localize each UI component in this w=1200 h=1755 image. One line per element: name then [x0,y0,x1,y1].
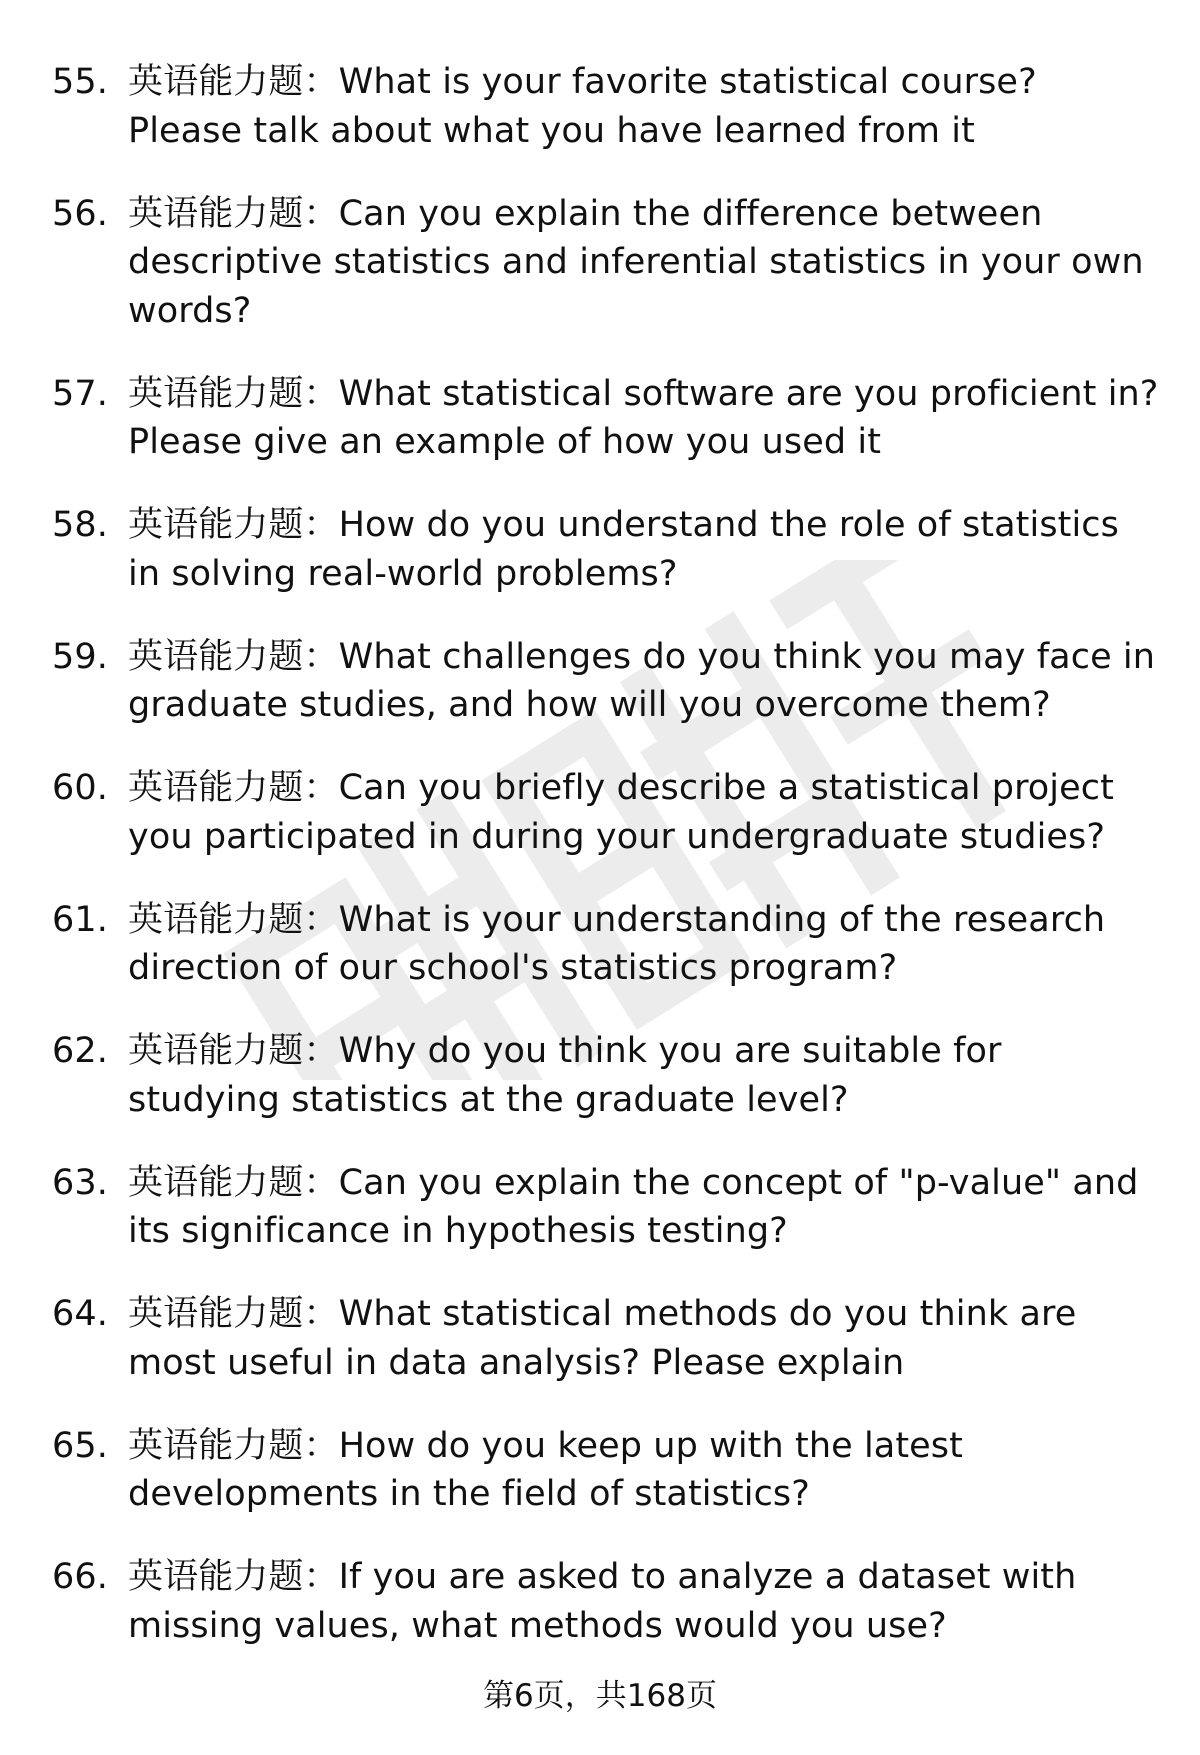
question-number: 62. [52,1031,108,1071]
question-number: 63. [52,1162,108,1203]
question-item [0,1290,1200,1387]
question-label: 英语能力题： [128,1294,339,1334]
question-label: 英语能力题： [128,193,339,234]
question-text: How do you keep up with the latest developments in the field of statistics? [128,1425,963,1514]
question-text: Can you explain the concept of "p-value" and its significance in hypothesis testing? [128,1162,1139,1251]
question-item [0,190,1200,336]
question-number: 61. [52,899,108,940]
question-label: 英语能力题： [128,1425,339,1466]
question-item [0,1027,1200,1124]
question-number: 66. [52,1557,108,1597]
question-item [0,764,1200,861]
question-number: 55. [52,62,108,102]
question-text: How do you understand the role of statistics in solving real-world problems? [128,505,1119,594]
question-text: What challenges do you think you may face in graduate studies, and how will you overcome them? [128,636,1156,725]
question-item [0,633,1200,730]
question-number: 64. [52,1294,108,1334]
question-label: 英语能力题： [128,373,339,414]
question-text: Can you briefly describe a statistical project you participated in during your undergraduate studies? [128,768,1114,857]
page-footer [0,1676,1200,1716]
question-text: What is your understanding of the research direction of our school's statistics program? [128,899,1106,988]
question-number: 56. [52,193,108,234]
question-text: Can you explain the difference between descriptive statistics and inferential statistics in your own words? [128,193,1144,331]
question-label: 英语能力题： [128,505,339,545]
question-list [0,58,1200,1685]
question-item [0,1159,1200,1256]
question-text: If you are asked to analyze a dataset with missing values, what methods would you use? [128,1557,1077,1646]
question-label: 英语能力题： [128,768,339,808]
question-text: Why do you think you are suitable for studying statistics at the graduate level? [128,1031,1002,1120]
question-text: What is your favorite statistical course? Please talk about what you have learned from it [128,62,1037,151]
question-item [0,370,1200,467]
page-number-label: 第6页，共168页 [483,1678,717,1714]
question-item [0,501,1200,598]
question-number: 59. [52,636,108,677]
question-number: 58. [52,505,108,545]
question-label: 英语能力题： [128,636,339,677]
question-label: 英语能力题： [128,1031,339,1071]
question-item [0,58,1200,155]
question-text: What statistical methods do you think are most useful in data analysis? Please explain [128,1294,1077,1383]
question-item [0,1422,1200,1519]
question-label: 英语能力题： [128,1557,339,1597]
question-number: 65. [52,1425,108,1466]
question-text: What statistical software are you proficient in? Please give an example of how you used it [128,373,1159,462]
question-number: 60. [52,768,108,808]
question-label: 英语能力题： [128,62,339,102]
question-item [0,896,1200,993]
question-label: 英语能力题： [128,1162,339,1203]
question-item [0,1553,1200,1650]
question-number: 57. [52,373,108,414]
question-label: 英语能力题： [128,899,339,940]
